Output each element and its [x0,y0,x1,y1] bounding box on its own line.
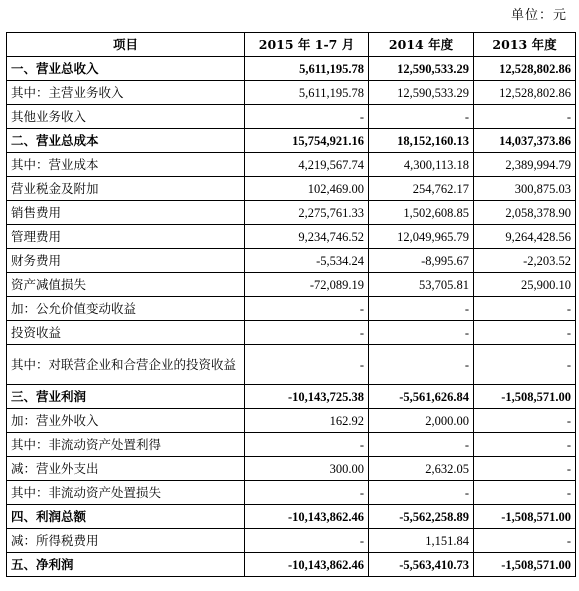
table-row [7,273,576,297]
header-2015: 2015 年 1-7 月 [245,33,369,57]
income-statement-table [6,32,576,577]
cell-2013: - [474,105,576,129]
cell-2013: 12,528,802.86 [474,57,576,81]
table-header-row [7,33,576,57]
table-row [7,345,576,385]
row-label: 一、营业总收入 [7,57,245,81]
cell-2015: -10,143,862.46 [245,505,369,529]
table-row [7,57,576,81]
cell-2015: -10,143,725.38 [245,385,369,409]
cell-2014: -5,563,410.73 [369,553,474,577]
row-label: 管理费用 [7,225,245,249]
table-row [7,81,576,105]
cell-2013: 9,264,428.56 [474,225,576,249]
cell-2014: 254,762.17 [369,177,474,201]
cell-2013: - [474,321,576,345]
cell-2013: - [474,345,576,385]
cell-2014: - [369,481,474,505]
cell-2015: 4,219,567.74 [245,153,369,177]
cell-2014: 18,152,160.13 [369,129,474,153]
cell-2015: 5,611,195.78 [245,81,369,105]
cell-2015: 162.92 [245,409,369,433]
row-label: 其他业务收入 [7,105,245,129]
cell-2014: - [369,321,474,345]
table-row [7,201,576,225]
cell-2015: 5,611,195.78 [245,57,369,81]
cell-2015: 300.00 [245,457,369,481]
header-2013: 2013 年度 [474,33,576,57]
table-row [7,249,576,273]
cell-2015: - [245,529,369,553]
cell-2014: -8,995.67 [369,249,474,273]
row-label: 减：所得税费用 [7,529,245,553]
table-row [7,457,576,481]
row-label: 加：公允价值变动收益 [7,297,245,321]
row-label: 加：营业外收入 [7,409,245,433]
table-row [7,321,576,345]
cell-2015: - [245,105,369,129]
table-row [7,505,576,529]
row-label: 其中：非流动资产处置利得 [7,433,245,457]
table-row [7,297,576,321]
cell-2015: -72,089.19 [245,273,369,297]
cell-2013: 25,900.10 [474,273,576,297]
cell-2014: - [369,345,474,385]
cell-2013: -2,203.52 [474,249,576,273]
header-2014: 2014 年度 [369,33,474,57]
unit-label: 单位：元 [510,8,567,23]
cell-2014: 2,632.05 [369,457,474,481]
cell-2015: 15,754,921.16 [245,129,369,153]
row-label: 五、净利润 [7,553,245,577]
cell-2014: 53,705.81 [369,273,474,297]
cell-2014: -5,561,626.84 [369,385,474,409]
row-label: 其中：主营业务收入 [7,81,245,105]
table-row [7,553,576,577]
cell-2015: - [245,345,369,385]
cell-2014: 12,590,533.29 [369,81,474,105]
cell-2013: -1,508,571.00 [474,553,576,577]
cell-2013: - [474,433,576,457]
row-label: 资产减值损失 [7,273,245,297]
cell-2015: - [245,297,369,321]
cell-2014: -5,562,258.89 [369,505,474,529]
header-item: 项目 [7,33,245,57]
cell-2013: - [474,457,576,481]
cell-2014: 12,590,533.29 [369,57,474,81]
cell-2015: - [245,433,369,457]
row-label: 四、利润总额 [7,505,245,529]
table-row [7,177,576,201]
cell-2015: 2,275,761.33 [245,201,369,225]
row-label: 其中：营业成本 [7,153,245,177]
cell-2014: 2,000.00 [369,409,474,433]
cell-2014: - [369,297,474,321]
cell-2013: 2,389,994.79 [474,153,576,177]
cell-2015: 9,234,746.52 [245,225,369,249]
cell-2013: - [474,529,576,553]
cell-2013: 14,037,373.86 [474,129,576,153]
cell-2013: 12,528,802.86 [474,81,576,105]
table-row [7,529,576,553]
cell-2014: - [369,105,474,129]
row-label: 投资收益 [7,321,245,345]
cell-2014: 1,151.84 [369,529,474,553]
cell-2013: - [474,409,576,433]
cell-2015: -5,534.24 [245,249,369,273]
cell-2013: - [474,297,576,321]
row-label: 二、营业总成本 [7,129,245,153]
cell-2014: 4,300,113.18 [369,153,474,177]
table-row [7,105,576,129]
cell-2015: -10,143,862.46 [245,553,369,577]
cell-2014: - [369,433,474,457]
row-label: 营业税金及附加 [7,177,245,201]
row-label: 三、营业利润 [7,385,245,409]
row-label: 财务费用 [7,249,245,273]
table-row [7,129,576,153]
table-row [7,225,576,249]
cell-2015: - [245,481,369,505]
row-label: 销售费用 [7,201,245,225]
cell-2013: -1,508,571.00 [474,385,576,409]
cell-2013: -1,508,571.00 [474,505,576,529]
table-row [7,481,576,505]
table-row [7,153,576,177]
row-label: 其中：对联营企业和合营企业的投资收益 [7,345,245,385]
cell-2015: - [245,321,369,345]
table-row [7,409,576,433]
row-label: 减：营业外支出 [7,457,245,481]
table-row [7,433,576,457]
cell-2014: 12,049,965.79 [369,225,474,249]
cell-2014: 1,502,608.85 [369,201,474,225]
cell-2013: - [474,481,576,505]
cell-2013: 300,875.03 [474,177,576,201]
cell-2015: 102,469.00 [245,177,369,201]
table-row [7,385,576,409]
cell-2013: 2,058,378.90 [474,201,576,225]
row-label: 其中：非流动资产处置损失 [7,481,245,505]
